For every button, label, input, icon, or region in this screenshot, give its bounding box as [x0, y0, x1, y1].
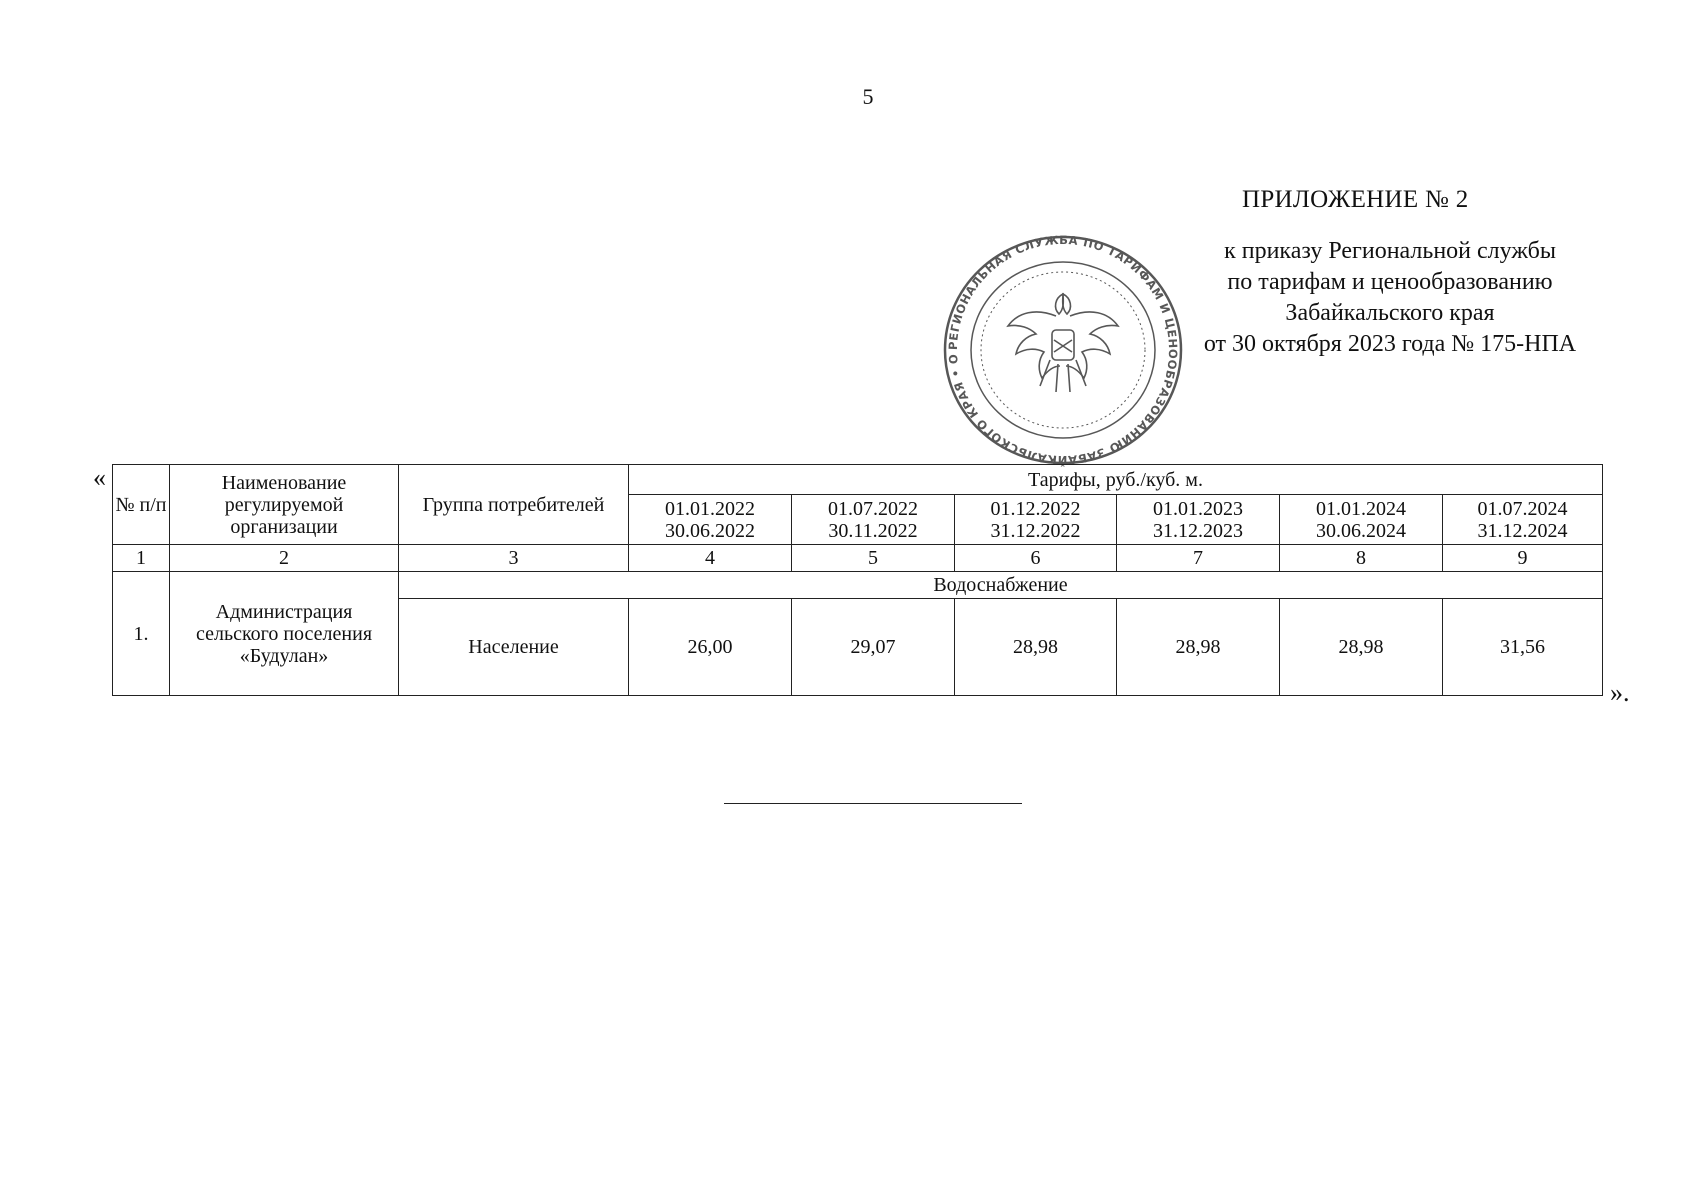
period-header [629, 495, 792, 545]
page-number: 5 [862, 84, 874, 109]
appendix-line: к приказу Региональной службы [1224, 238, 1556, 264]
tariff-value: 28,98 [1117, 599, 1280, 696]
column-number: 4 [629, 545, 792, 572]
appendix-line: от 30 октября 2023 года № 175-НПА [1203, 331, 1577, 357]
divider-line [724, 803, 1022, 804]
period-from: 01.01.2022 [665, 497, 755, 520]
column-number: 6 [955, 545, 1117, 572]
header-consumer-group: Группа потребителей [399, 465, 629, 545]
column-number: 2 [170, 545, 399, 572]
period-from: 01.07.2022 [828, 497, 918, 520]
seal-text: РЕГИОНАЛЬНАЯ СЛУЖБА ПО ТАРИФАМ И ЦЕНООБРАЗОВАНИЮ ЗАБАЙКАЛЬСКОГО КРАЯ • О [945, 232, 1181, 468]
section-title: Водоснабжение [399, 572, 1603, 599]
appendix-title: ПРИЛОЖЕНИЕ № 2 [1242, 186, 1469, 213]
row-number: 1. [113, 572, 170, 696]
period-from: 01.01.2023 [1153, 497, 1243, 520]
column-number-row [113, 545, 1603, 572]
column-number: 1 [113, 545, 170, 572]
period-to: 30.06.2022 [665, 519, 755, 542]
table-row [113, 572, 1603, 599]
tariff-value: 26,00 [629, 599, 792, 696]
period-header [1280, 495, 1443, 545]
header-number: № п/п [113, 465, 170, 545]
tariff-table [112, 464, 1603, 696]
organization-name: Администрация сельского поселения «Будулан» [170, 572, 399, 696]
tariff-value: 28,98 [1280, 599, 1443, 696]
header-organization: Наименование регулируемой организации [170, 465, 399, 545]
appendix-line: по тарифам и ценообразованию [1227, 269, 1553, 295]
header-tariffs: Тарифы, руб./куб. м. [629, 465, 1603, 495]
closing-quote: ». [1610, 678, 1630, 707]
period-header [1117, 495, 1280, 545]
tariff-value: 31,56 [1443, 599, 1603, 696]
column-number: 8 [1280, 545, 1443, 572]
column-number: 3 [399, 545, 629, 572]
period-to: 31.12.2022 [990, 519, 1081, 542]
column-number: 9 [1443, 545, 1603, 572]
period-header [955, 495, 1117, 545]
period-to: 31.12.2023 [1153, 519, 1243, 542]
period-from: 01.01.2024 [1316, 497, 1406, 520]
period-from: 01.07.2024 [1477, 497, 1568, 520]
period-to: 31.12.2024 [1477, 519, 1568, 542]
period-to: 30.11.2022 [828, 519, 918, 542]
appendix-line: Забайкальского края [1285, 300, 1495, 326]
period-from: 01.12.2022 [990, 497, 1081, 520]
period-to: 30.06.2024 [1316, 519, 1406, 542]
period-header [792, 495, 955, 545]
column-number: 5 [792, 545, 955, 572]
tariff-value: 29,07 [792, 599, 955, 696]
column-number: 7 [1117, 545, 1280, 572]
appendix-subtitle [1150, 236, 1630, 360]
consumer-group: Население [399, 599, 629, 696]
period-header [1443, 495, 1603, 545]
opening-quote: « [93, 463, 106, 492]
tariff-value: 28,98 [955, 599, 1117, 696]
